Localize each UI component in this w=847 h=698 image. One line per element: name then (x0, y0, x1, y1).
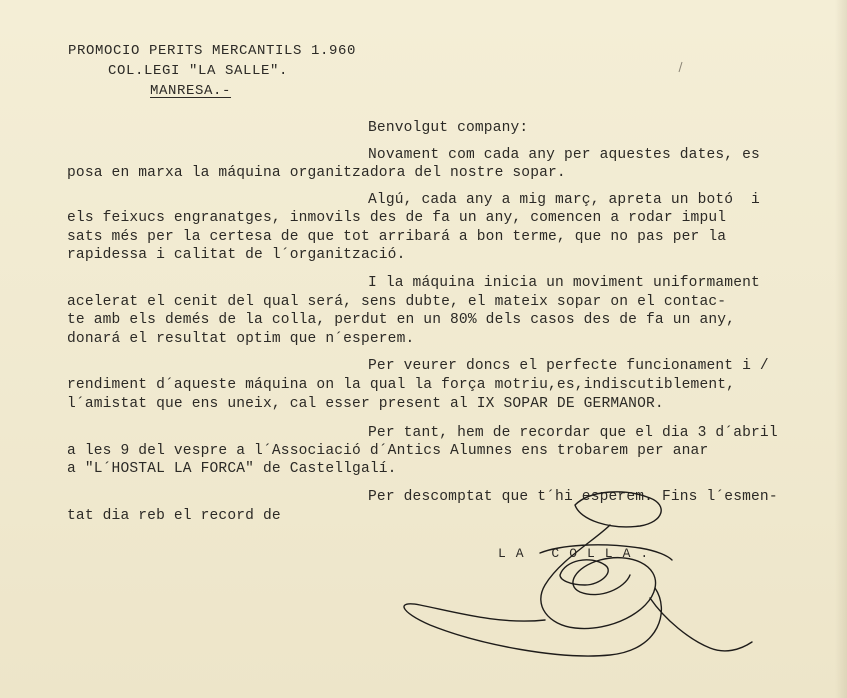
signature-text: LA COLLA. (498, 546, 659, 561)
paragraph-6-line-2: tat dia reb el record de (67, 508, 281, 524)
header-line-1: PROMOCIO PERITS MERCANTILS 1.960 (68, 43, 357, 59)
paragraph-1-line-1: Novament com cada any per aquestes dates, es (368, 147, 760, 163)
greeting: Benvolgut company: (368, 120, 529, 136)
paragraph-2-line-1: Algú, cada any a mig març, apreta un botó i (368, 192, 760, 208)
header-line-2: COL.LEGI "LA SALLE". (108, 63, 289, 79)
paragraph-5-line-1: Per tant, hem de recordar que el dia 3 d´abril (368, 425, 778, 441)
paragraph-2-line-4: rapidessa i calitat de l´organització. (67, 247, 406, 263)
paragraph-6-line-1: Per descomptat que t´hi esperem. Fins l´esmen- (368, 489, 778, 505)
paragraph-4-line-3: l´amistat que ens uneix, cal esser present al IX SOPAR DE GERMANOR. (67, 396, 664, 412)
paragraph-3-line-3: te amb els demés de la colla, perdut en un 80% dels casos des de fa un any, (67, 312, 736, 328)
pencil-mark (676, 60, 686, 74)
paragraph-4-line-1: Per veurer doncs el perfecte funcionament i / (368, 358, 769, 374)
paragraph-4-line-2: rendiment d´aqueste máquina on la qual la força motriu,es,indiscutiblement, (67, 377, 736, 393)
paragraph-3-line-2: acelerat el cenit del qual será, sens dubte, el mateix sopar on el contac- (67, 294, 727, 310)
paragraph-3-line-4: donará el resultat optim que n´esperem. (67, 331, 415, 347)
paragraph-2-line-2: els feixucs engranatges, inmovils des de fa un any, comencen a rodar impul (67, 210, 727, 226)
header-line-3: MANRESA.- (150, 83, 232, 99)
paragraph-5-line-2: a les 9 del vespre a l´Associació d´Antics Alumnes ens trobarem per anar (67, 443, 709, 459)
paragraph-3-line-1: I la máquina inicia un moviment uniformament (368, 275, 760, 291)
paragraph-5-line-3: a "L´HOSTAL LA FORCA" de Castellgalí. (67, 461, 397, 477)
paragraph-2-line-3: sats més per la certesa de que tot arribará a bon terme, que no pas per la (67, 229, 727, 245)
paragraph-1-line-2: posa en marxa la máquina organitzadora del nostre sopar. (67, 165, 566, 181)
